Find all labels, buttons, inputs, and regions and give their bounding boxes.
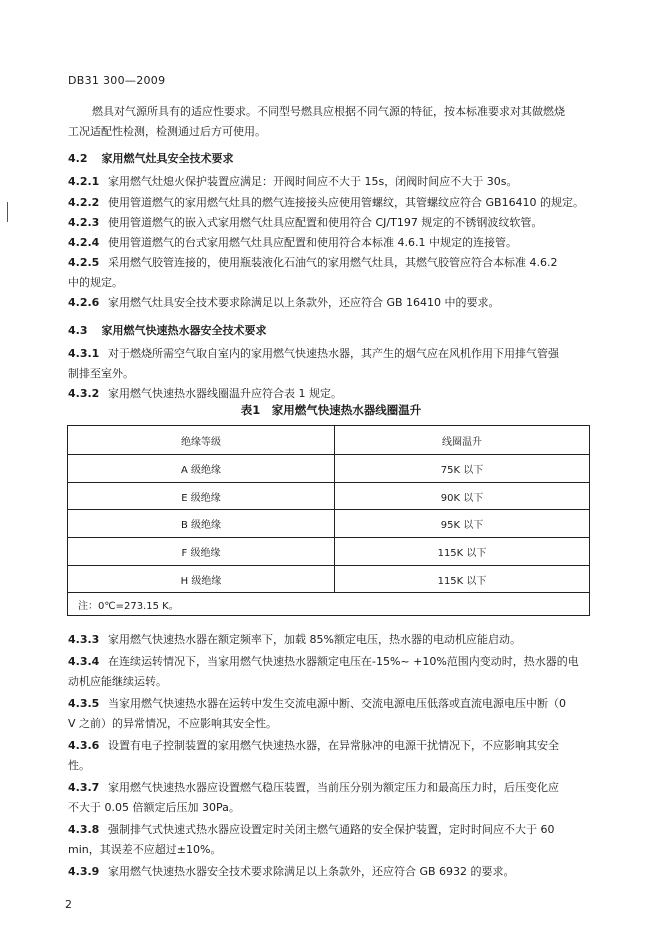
intro-line-2: 工况适配性检测，检测通过后方可使用。 xyxy=(68,125,266,138)
clause-4-3-3: 4.3.3 家用燃气快速热水器在额定频率下，加载 85%额定电压，热水器的电动机应能启动。 xyxy=(68,633,521,646)
clause-4-3-8: 4.3.8 强制排气式快速式热水器应设置定时关闭主燃气通路的安全保护装置，定时时间应不大于 60 xyxy=(68,823,555,836)
table-row xyxy=(68,538,590,566)
section-number: 4.3 xyxy=(68,324,88,337)
section-title: 家用燃气灶具安全技术要求 xyxy=(101,152,234,165)
clause-4-3-4-cont: 动机应能继续运转。 xyxy=(68,675,167,688)
table-row xyxy=(68,482,590,510)
clause-4-3-7-cont: 不大于 0.05 倍额定后压加 30Pa。 xyxy=(68,801,240,814)
table-row xyxy=(68,455,590,483)
table-cell: H 级绝缘 xyxy=(68,565,335,593)
table-cell: A 级绝缘 xyxy=(68,455,335,483)
section-heading-4-2 xyxy=(68,149,234,169)
insulation-temperature-table xyxy=(67,425,590,616)
table-row xyxy=(68,510,590,538)
clause-4-2-3: 4.2.3 使用管道燃气的嵌入式家用燃气灶具应配置和使用符合 CJ/T197 规定的不锈钢波纹软管。 xyxy=(68,216,543,229)
table-header-row xyxy=(68,426,590,455)
intro-line-1: 燃具对气源所具有的适应性要求。不同型号燃具应根据不同气源的特征，按本标准要求对其做燃烧 xyxy=(92,105,565,118)
table-cell: 115K 以下 xyxy=(335,565,590,593)
table-cell: 90K 以下 xyxy=(335,482,590,510)
clause-4-3-9: 4.3.9 家用燃气快速热水器安全技术要求除满足以上条款外，还应符合 GB 6932 的要求。 xyxy=(68,865,515,878)
clause-4-3-1: 4.3.1 对于燃烧所需空气取自室内的家用燃气快速热水器，其产生的烟气应在风机作用下用排气管强 xyxy=(68,347,559,360)
clause-4-2-6: 4.2.6 家用燃气灶具安全技术要求除满足以上条款外，还应符合 GB 16410 中的要求。 xyxy=(68,296,500,309)
clause-4-2-2: 4.2.2 使用管道燃气的家用燃气灶具的燃气连接接头应使用管螺纹，其管螺纹应符合 GB16410 的规定。 xyxy=(68,196,585,209)
clause-4-2-5: 4.2.5 采用燃气胶管连接的，使用瓶装液化石油气的家用燃气灶具，其燃气胶管应符合本标准 4.6.2 xyxy=(68,256,558,269)
clause-4-2-1: 4.2.1 家用燃气灶熄火保护装置应满足：开阀时间应不大于 15s，闭阀时间应不大于 30s。 xyxy=(68,175,518,188)
table-cell: F 级绝缘 xyxy=(68,538,335,566)
column-header-insulation-class: 绝缘等级 xyxy=(68,426,335,455)
clause-4-3-1-cont: 制排至室外。 xyxy=(68,367,134,380)
clause-4-3-2: 4.3.2 家用燃气快速热水器线圈温升应符合表 1 规定。 xyxy=(68,387,342,400)
table-cell: 115K 以下 xyxy=(335,538,590,566)
section-heading-4-3 xyxy=(68,321,267,341)
scan-margin-mark xyxy=(7,202,8,222)
clause-4-3-6-cont: 性。 xyxy=(68,759,90,772)
table-row xyxy=(68,565,590,593)
clause-4-3-4: 4.3.4 在连续运转情况下，当家用燃气快速热水器额定电压在-15%~ +10%范围内变动时，热水器的电 xyxy=(68,655,579,668)
table-caption: 表1 家用燃气快速热水器线圈温升 xyxy=(240,403,422,417)
clause-4-3-8-cont: min，其误差不应超过±10%。 xyxy=(68,843,222,856)
table-cell: B 级绝缘 xyxy=(68,510,335,538)
page-number: 2 xyxy=(65,898,72,911)
section-number: 4.2 xyxy=(68,152,88,165)
section-title: 家用燃气快速热水器安全技术要求 xyxy=(101,324,267,337)
clause-4-3-7: 4.3.7 家用燃气快速热水器应设置燃气稳压装置，当前压分别为额定压力和最高压力时，后压变化应 xyxy=(68,781,559,794)
document-code: DB31 300—2009 xyxy=(68,74,166,87)
table-cell: E 级绝缘 xyxy=(68,482,335,510)
table-cell: 95K 以下 xyxy=(335,510,590,538)
clause-4-3-5-cont: V 之前）的异常情况，不应影响其安全性。 xyxy=(68,717,278,730)
table-note-row xyxy=(68,593,590,616)
table-note: 注：0℃=273.15 K。 xyxy=(68,593,590,616)
table-cell: 75K 以下 xyxy=(335,455,590,483)
column-header-coil-temperature-rise: 线圈温升 xyxy=(335,426,590,455)
clause-4-3-6: 4.3.6 设置有电子控制装置的家用燃气快速热水器，在异常脉冲的电源干扰情况下，不应影响其安全 xyxy=(68,739,559,752)
clause-4-2-4: 4.2.4 使用管道燃气的台式家用燃气灶具应配置和使用符合本标准 4.6.1 中规定的连接管。 xyxy=(68,236,517,249)
clause-4-2-5-cont: 中的规定。 xyxy=(68,276,123,289)
clause-4-3-5: 4.3.5 当家用燃气快速热水器在运转中发生交流电源中断、交流电源电压低落或直流电源电压中断（0 xyxy=(68,697,566,710)
